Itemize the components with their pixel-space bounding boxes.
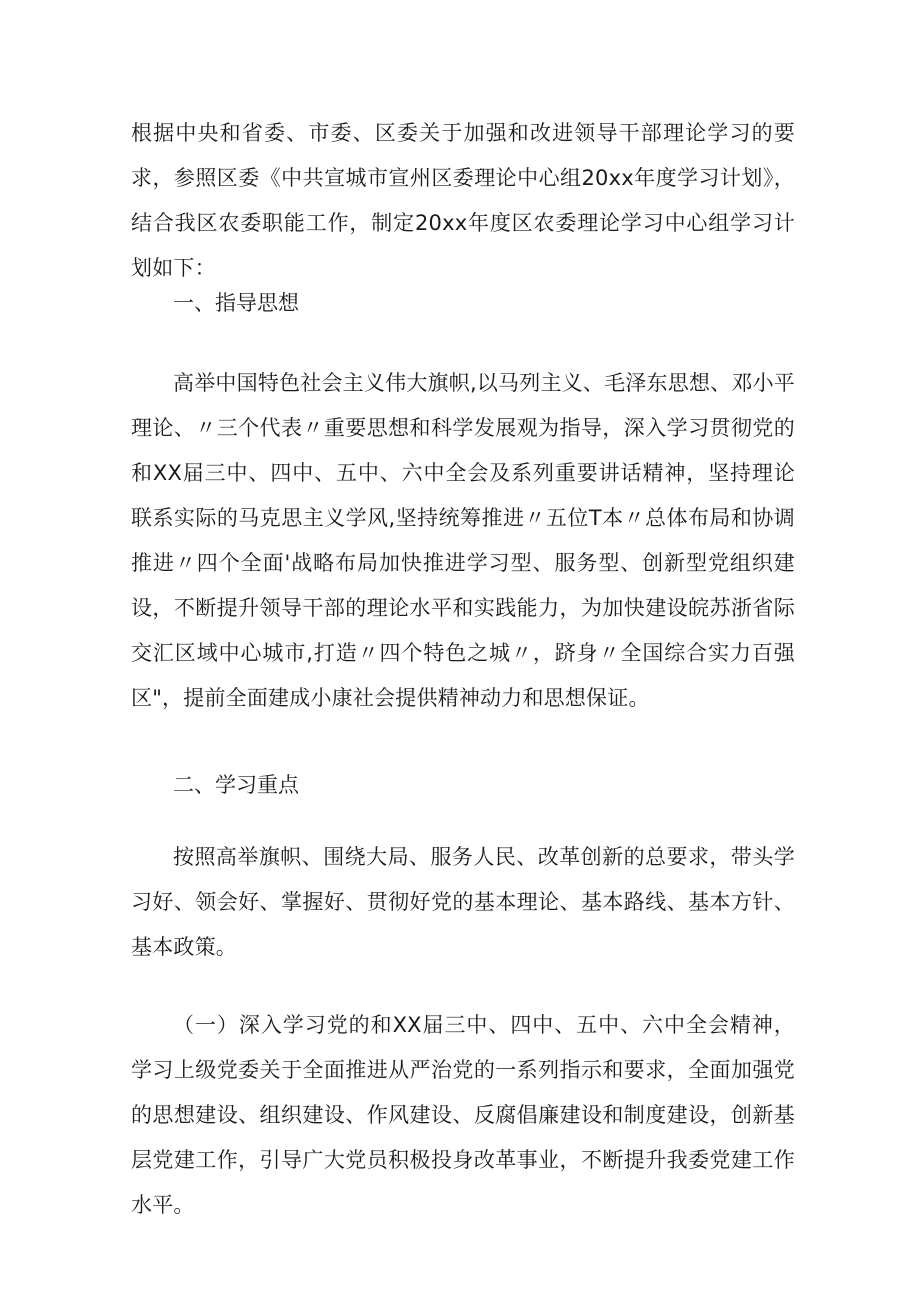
section2-body: 按照高举旗帜、围绕大局、服务人民、改革创新的总要求，带头学习好、领会好、掌握好、贯彻好党的基本理论、基本路线、基本方针、基本政策。	[131, 845, 795, 959]
intro-paragraph: 根据中央和省委、市委、区委关于加强和改进领导干部理论学习的要求，参照区委《中共宣城市宣州区委理论中心组20xx年度学习计划》，结合我区农委职能工作，制定20xx年度区农委理论学习中心组学习计划如下：	[131, 121, 795, 280]
section1-heading: 一、指导思想	[173, 291, 299, 315]
section1-body: 高举中国特色社会主义伟大旗帜,以马列主义、毛泽东思想、邓小平理论、〃三个代表〃重要思想和科学发展观为指导，深入学习贯彻党的和XX届三中、四中、五中、六中全会及系列重要讲话精神，坚持理论联系实际的马克思主义学风,坚持统筹推进〃五位T本〃总体布局和协调推进〃四个全面'战略布局加快推进学习型、服务型、创新型党组织建设，不断提升领导干部的理论水平和实践能力，为加快建设皖苏浙省际交汇区域中心城市,打造〃四个特色之城〃，跻身〃全国综合实力百强区"，提前全面建成小康社会提供精神动力和思想保证。	[131, 371, 795, 710]
section2-heading: 二、学习重点	[173, 773, 299, 797]
section2-item1: （一）深入学习党的和XX届三中、四中、五中、六中全会精神，学习上级党委关于全面推进从严治党的一系列指示和要求，全面加强党的思想建设、组织建设、作风建设、反腐倡廉建设和制度建设，创新基层党建工作，引导广大党员积极投身改革事业，不断提升我委党建工作水平。	[131, 1013, 795, 1217]
